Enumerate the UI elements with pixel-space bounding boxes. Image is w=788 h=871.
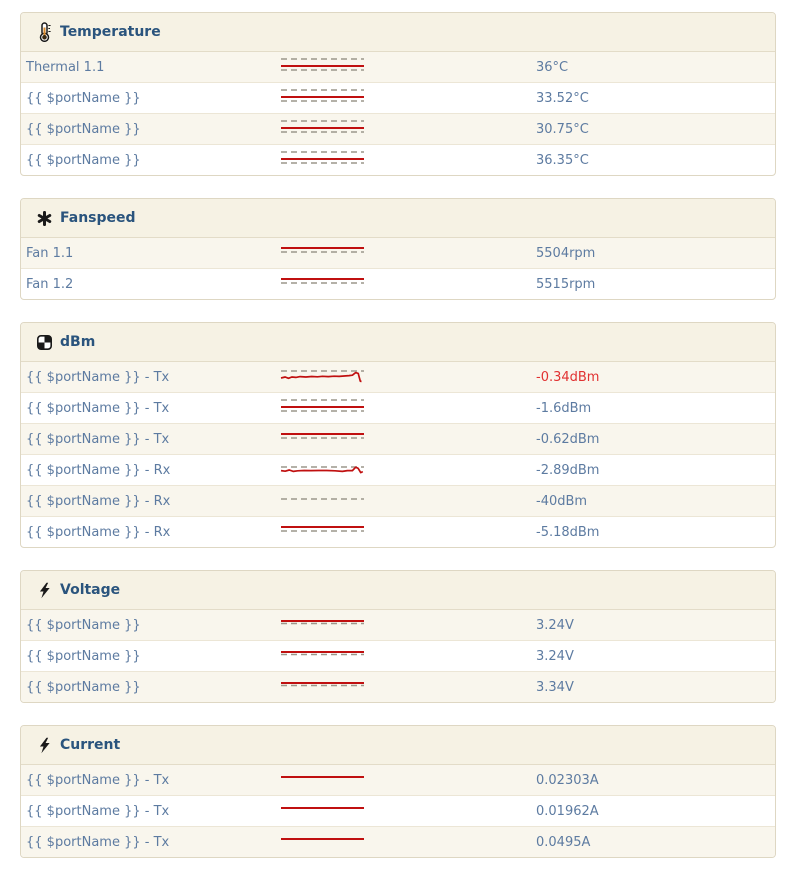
- sensor-label: {{ $portName }}: [26, 152, 141, 168]
- sensor-label: Fan 1.1: [26, 245, 74, 261]
- sensor-value: 0.0495A: [536, 834, 591, 850]
- checkerboard-icon: [36, 332, 52, 352]
- sensor-label: {{ $portName }} - Tx: [26, 431, 170, 447]
- sensor-value: 30.75°C: [536, 121, 589, 137]
- voltage-panel-title: Voltage: [60, 582, 121, 598]
- sensor-value: 3.34V: [536, 679, 574, 695]
- sensor-row[interactable]: [21, 454, 775, 485]
- sensor-label: Thermal 1.1: [26, 59, 105, 75]
- sensor-label: {{ $portName }} - Tx: [26, 803, 170, 819]
- voltage-rows: [21, 610, 775, 702]
- sensor-label: {{ $portName }}: [26, 90, 141, 106]
- sensor-sparkline: [280, 55, 365, 79]
- sensor-sparkline: [280, 241, 365, 265]
- sensor-label: {{ $portName }} - Rx: [26, 524, 171, 540]
- sensor-value: 3.24V: [536, 617, 574, 633]
- sensor-row[interactable]: [21, 795, 775, 826]
- sensor-row[interactable]: [21, 113, 775, 144]
- sensor-value: -0.34dBm: [536, 369, 600, 385]
- sensor-value: -5.18dBm: [536, 524, 600, 540]
- sensor-value: 36°C: [536, 59, 569, 75]
- sensor-value: 36.35°C: [536, 152, 589, 168]
- current-panel-heading[interactable]: [21, 726, 775, 765]
- sensor-sparkline: [280, 675, 365, 699]
- sensor-value: -2.89dBm: [536, 462, 600, 478]
- sensor-row[interactable]: [21, 144, 775, 175]
- sensor-sparkline: [280, 644, 365, 668]
- sensor-sparkline: [280, 117, 365, 141]
- fanspeed-panel-title: Fanspeed: [60, 210, 136, 226]
- sensor-value: 5515rpm: [536, 276, 596, 292]
- sensor-label: {{ $portName }} - Tx: [26, 369, 170, 385]
- bolt-icon: [36, 580, 52, 600]
- temperature-panel-title: Temperature: [60, 24, 161, 40]
- sensor-row[interactable]: [21, 826, 775, 857]
- dbm-rows: [21, 362, 775, 547]
- sensor-value: 5504rpm: [536, 245, 596, 261]
- sensor-label: {{ $portName }} - Tx: [26, 772, 170, 788]
- sensor-sparkline: [280, 86, 365, 110]
- fanspeed-rows: [21, 238, 775, 299]
- current-panel-title: Current: [60, 737, 121, 753]
- sensor-sparkline: [280, 396, 365, 420]
- bolt-icon: [36, 735, 52, 755]
- sensor-sparkline: [280, 613, 365, 637]
- sensor-label: {{ $portName }} - Rx: [26, 493, 171, 509]
- sensor-value: -0.62dBm: [536, 431, 600, 447]
- sensor-value: 0.01962A: [536, 803, 599, 819]
- sensor-row[interactable]: [21, 423, 775, 454]
- sensor-row[interactable]: [21, 671, 775, 702]
- sensor-sparkline: [280, 272, 365, 296]
- sensor-sparkline: [280, 489, 365, 513]
- sensor-sparkline: [280, 768, 365, 792]
- temperature-panel-heading[interactable]: [21, 13, 775, 52]
- sensor-sparkline: [280, 799, 365, 823]
- dbm-panel-heading[interactable]: [21, 323, 775, 362]
- fan-icon: [36, 208, 52, 228]
- sensor-row[interactable]: [21, 362, 775, 392]
- fanspeed-panel: [20, 198, 776, 300]
- current-panel: [20, 725, 776, 858]
- temperature-rows: [21, 52, 775, 175]
- voltage-panel: [20, 570, 776, 703]
- sensor-label: {{ $portName }} - Rx: [26, 462, 171, 478]
- sensor-value: -1.6dBm: [536, 400, 592, 416]
- sensor-row[interactable]: [21, 485, 775, 516]
- sensor-label: {{ $portName }}: [26, 648, 141, 664]
- thermometer-icon: [36, 22, 52, 42]
- sensor-row[interactable]: [21, 640, 775, 671]
- sensor-label: {{ $portName }}: [26, 121, 141, 137]
- current-rows: [21, 765, 775, 857]
- sensor-row[interactable]: [21, 610, 775, 640]
- sensor-row[interactable]: [21, 52, 775, 82]
- voltage-panel-heading[interactable]: [21, 571, 775, 610]
- sensor-label: Fan 1.2: [26, 276, 74, 292]
- sensor-row[interactable]: [21, 516, 775, 547]
- sensor-sparkline: [280, 365, 365, 389]
- sensor-row[interactable]: [21, 238, 775, 268]
- sensor-value: 3.24V: [536, 648, 574, 664]
- sensor-label: {{ $portName }}: [26, 617, 141, 633]
- sensor-label: {{ $portName }} - Tx: [26, 834, 170, 850]
- sensor-value: 0.02303A: [536, 772, 599, 788]
- sensor-label: {{ $portName }} - Tx: [26, 400, 170, 416]
- dbm-panel-title: dBm: [60, 334, 96, 350]
- sensor-row[interactable]: [21, 82, 775, 113]
- sensor-value: -40dBm: [536, 493, 588, 509]
- fanspeed-panel-heading[interactable]: [21, 199, 775, 238]
- sensor-sparkline: [280, 830, 365, 854]
- temperature-panel: [20, 12, 776, 176]
- sensor-sparkline: [280, 458, 365, 482]
- sensor-sparkline: [280, 427, 365, 451]
- sensor-sparkline: [280, 520, 365, 544]
- sensor-row[interactable]: [21, 765, 775, 795]
- sensor-row[interactable]: [21, 392, 775, 423]
- dbm-panel: [20, 322, 776, 548]
- sensor-row[interactable]: [21, 268, 775, 299]
- sensor-value: 33.52°C: [536, 90, 589, 106]
- sensor-sparkline: [280, 148, 365, 172]
- sensor-label: {{ $portName }}: [26, 679, 141, 695]
